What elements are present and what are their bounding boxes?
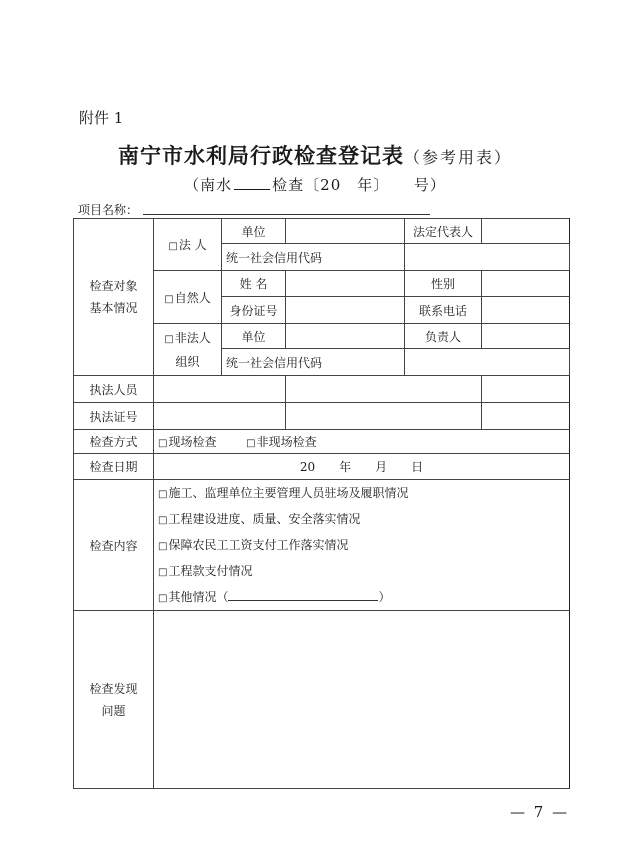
checkbox-icon[interactable] xyxy=(158,486,168,500)
checkbox-icon[interactable] xyxy=(158,512,168,526)
findings-field[interactable] xyxy=(154,611,570,789)
document-number xyxy=(0,174,630,195)
officer-field-1[interactable] xyxy=(154,376,286,403)
id-number-label: 身份证号 xyxy=(222,297,286,324)
certificate-field-3[interactable] xyxy=(482,403,570,430)
name-label: 姓 名 xyxy=(222,271,286,297)
officer-field-2[interactable] xyxy=(286,376,482,403)
id-number-field[interactable] xyxy=(286,297,405,324)
method-options xyxy=(154,430,570,454)
content-item[interactable]: □ 施工、监理单位主要管理人员驻场及履职情况 xyxy=(158,480,565,506)
doc-no-middle: 检查〔20 xyxy=(272,176,342,194)
responsible-person-field[interactable] xyxy=(482,324,570,349)
content-item[interactable]: □ 工程款支付情况 xyxy=(158,558,565,584)
legal-unit-label: 单位 xyxy=(222,219,286,244)
checkbox-icon[interactable] xyxy=(158,538,168,552)
title-note: （参考用表） xyxy=(403,148,512,167)
title-main: 南宁市水利局行政检查登记表 xyxy=(117,143,404,168)
content-item-other[interactable]: □ 其他情况（ ） xyxy=(158,584,565,610)
page-number: — 7 — xyxy=(510,803,570,821)
attachment-label: 附件 1 xyxy=(79,109,124,127)
form-title xyxy=(0,140,630,170)
doc-no-prefix: （南水 xyxy=(184,176,233,194)
findings-label: 检查发现 问题 xyxy=(74,611,154,789)
content-list xyxy=(154,480,570,611)
checkbox-icon[interactable] xyxy=(168,238,178,252)
doc-no-blank[interactable] xyxy=(234,175,270,190)
phone-label: 联系电话 xyxy=(405,297,482,324)
checkbox-icon[interactable] xyxy=(164,291,174,305)
checkbox-icon[interactable] xyxy=(158,590,168,604)
checkbox-icon[interactable] xyxy=(164,331,174,345)
non-legal-unit-field[interactable] xyxy=(286,324,405,349)
officers-label: 执法人员 xyxy=(74,376,154,403)
officer-field-3[interactable] xyxy=(482,376,570,403)
gender-label: 性别 xyxy=(405,271,482,297)
date-field[interactable]: 20 年 月 日 xyxy=(154,454,570,480)
legal-person-option[interactable]: □ 法 人 xyxy=(154,219,222,271)
legal-rep-field[interactable] xyxy=(482,219,570,244)
inspection-form-table xyxy=(73,218,570,789)
doc-no-suffix: 号） xyxy=(413,176,446,194)
natural-person-option[interactable]: □ 自然人 xyxy=(154,271,222,324)
onsite-option[interactable]: □ 现场检查 xyxy=(158,435,216,449)
method-label: 检查方式 xyxy=(74,430,154,454)
content-label: 检查内容 xyxy=(74,480,154,611)
content-item[interactable]: □ 工程建设进度、质量、安全落实情况 xyxy=(158,506,565,532)
name-field[interactable] xyxy=(286,271,405,297)
checkbox-icon[interactable] xyxy=(158,435,168,449)
doc-no-year: 年〕 xyxy=(357,176,382,194)
non-legal-unit-label: 单位 xyxy=(222,324,286,349)
offsite-option[interactable]: □ 非现场检查 xyxy=(246,435,316,449)
legal-rep-label: 法定代表人 xyxy=(405,219,482,244)
responsible-person-label: 负责人 xyxy=(405,324,482,349)
phone-field[interactable] xyxy=(482,297,570,324)
checkbox-icon[interactable] xyxy=(158,564,168,578)
project-name-field[interactable] xyxy=(143,214,430,215)
legal-credit-code-field[interactable] xyxy=(405,244,570,271)
non-legal-credit-code-label: 统一社会信用代码 xyxy=(222,349,405,376)
non-legal-option[interactable]: □ 非法人 组织 xyxy=(154,324,222,376)
legal-credit-code-label: 统一社会信用代码 xyxy=(222,244,405,271)
date-label: 检查日期 xyxy=(74,454,154,480)
certificate-field-1[interactable] xyxy=(154,403,286,430)
non-legal-credit-code-field[interactable] xyxy=(405,349,570,376)
legal-unit-field[interactable] xyxy=(286,219,405,244)
certificate-field-2[interactable] xyxy=(286,403,482,430)
gender-field[interactable] xyxy=(482,271,570,297)
project-name-label: 项目名称： xyxy=(78,203,139,217)
subject-label: 检查对象 基本情况 xyxy=(74,219,154,376)
certificate-label: 执法证号 xyxy=(74,403,154,430)
checkbox-icon[interactable] xyxy=(246,435,256,449)
other-details-field[interactable] xyxy=(228,588,378,601)
content-item[interactable]: □ 保障农民工工资支付工作落实情况 xyxy=(158,532,565,558)
